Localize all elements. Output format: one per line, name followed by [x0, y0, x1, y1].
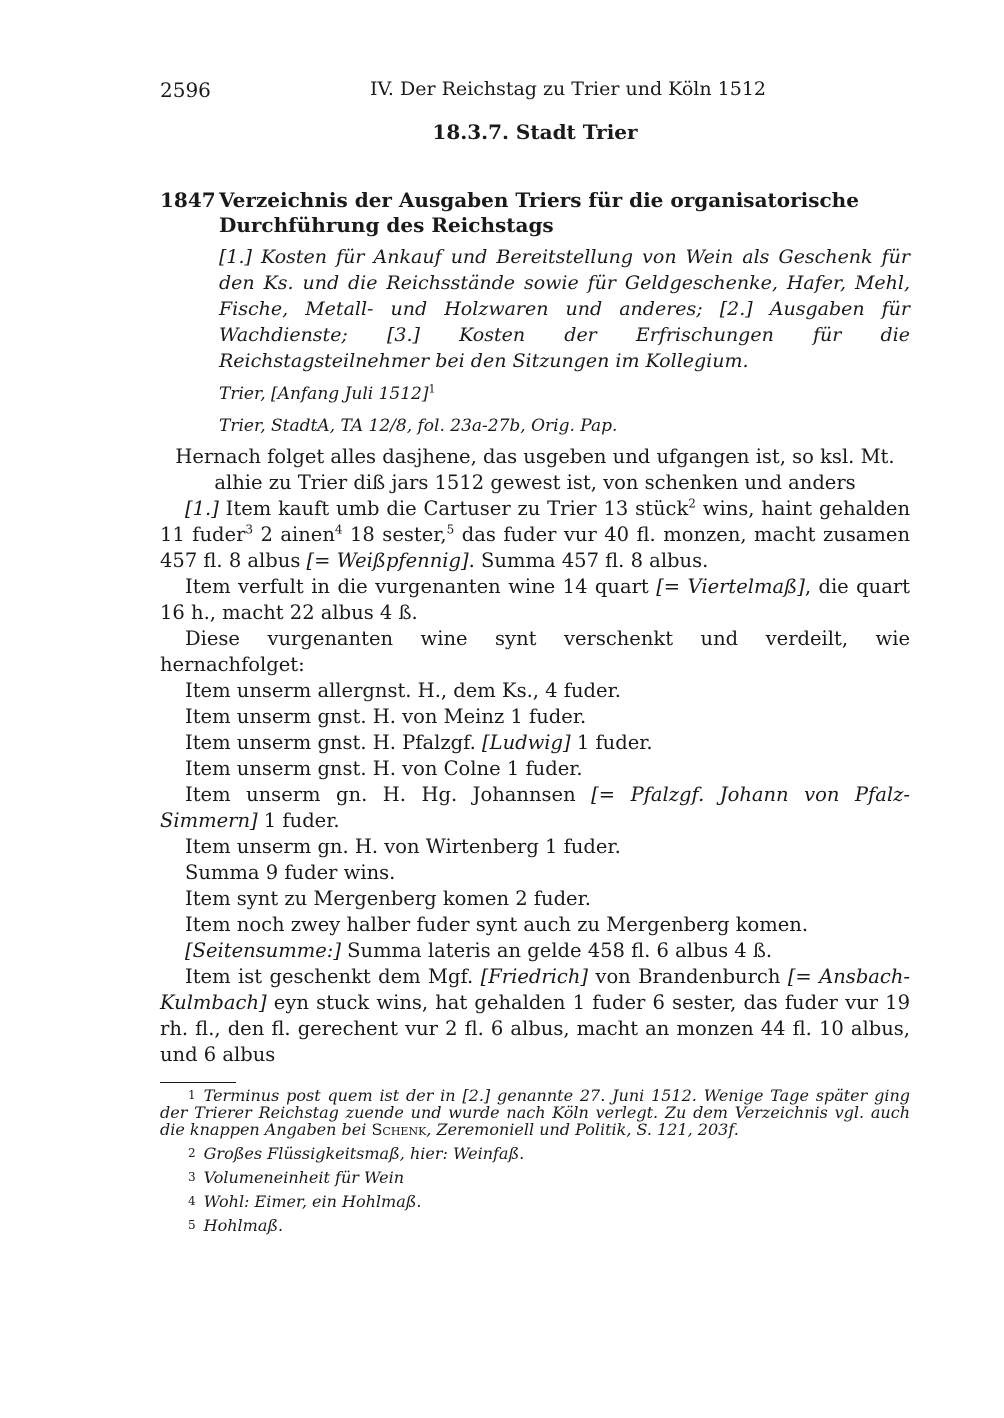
- paragraph-11: Item synt zu Mergenberg komen 2 fuder.: [185, 887, 591, 910]
- footnote-number: 1: [188, 1088, 196, 1102]
- footnote-text: Terminus post quem ist der in [2.] genannte 27. Juni 1512. Wenige Tage später ging der Trierer Reichstag zuende und wurde nach Köln verlegt. Zu dem Verzeichnis vgl. auch die knappen Angaben bei: [160, 1086, 910, 1139]
- footnote-2: [160, 1145, 910, 1162]
- page-number: 2596: [160, 78, 211, 102]
- footnote-text: , Zeremoniell und Politik, S. 121, 203f.: [426, 1120, 739, 1139]
- paragraph-4: Item unserm allergnst. H., dem Ks., 4 fuder.: [185, 679, 621, 702]
- editorial-note: [Ludwig]: [482, 731, 571, 754]
- footnote-rule: [160, 1082, 236, 1083]
- page: [160, 78, 910, 1068]
- paragraph-14: [160, 964, 910, 1068]
- footnote-3: [160, 1169, 910, 1186]
- paragraph-2: [160, 574, 910, 626]
- paragraph-12: Item noch zwey halber fuder synt auch zu Mergenberg komen.: [185, 913, 809, 936]
- item-label: [1.]: [185, 497, 219, 520]
- footnote-ref-5[interactable]: 5: [446, 522, 455, 537]
- document-title: Verzeichnis der Ausgaben Triers für die organisatorische Durchführung des Reichstags: [219, 188, 859, 237]
- running-title: IV. Der Reichstag zu Trier und Köln 1512: [370, 78, 766, 100]
- text-run: Item unserm gnst. H. Pfalzgf.: [185, 731, 483, 754]
- footnote-ref-3[interactable]: 3: [245, 522, 254, 537]
- section-heading: 18.3.7. Stadt Trier: [432, 120, 638, 144]
- document-source: Trier, StadtA, TA 12/8, fol. 23a-27b, Orig. Pap.: [219, 416, 618, 436]
- editorial-note: [= Pfalzgf. Johann von Pfalz-Simmern]: [160, 783, 910, 832]
- footnotes: [160, 1082, 910, 1241]
- paragraph-1: [160, 496, 910, 574]
- document-date: [219, 382, 910, 406]
- paragraph-6: [160, 730, 910, 756]
- paragraph-5: Item unserm gnst. H. von Meinz 1 fuder.: [185, 705, 587, 728]
- body-text: [160, 444, 910, 1068]
- footnote-number: 5: [188, 1218, 196, 1232]
- text-run: Item unserm gn. H. Hg. Johannsen: [185, 783, 592, 806]
- editorial-note: [= Ansbach-Kulmbach]: [160, 965, 910, 1014]
- footnote-ref-1[interactable]: 1: [428, 382, 436, 396]
- text-run: das fuder vur 40 fl. monzen, macht zusamen 457 fl. 8 albus: [160, 523, 910, 572]
- footnote-number: 2: [188, 1146, 196, 1160]
- editorial-note: [= Weißpfennig]: [306, 549, 469, 572]
- footnote-text: Hohlmaß.: [203, 1216, 284, 1235]
- document-regest: [1.] Kosten für Ankauf und Bereitstellung von Wein als Geschenk für den Ks. und die Reichsstände sowie für Geldgeschenke, Hafer, Mehl, Fische, Metall- und Holzwaren und anderes; [2.] Ausgaben für Wachdienste; [3.] Kosten der Erfrischungen für die Reichstagsteilnehmer bei den Sitzungen im Kollegium.: [219, 246, 910, 372]
- text-run: . Summa 457 fl. 8 albus.: [468, 549, 709, 572]
- text-run: Summa lateris an gelde 458 fl. 6 albus 4 ß.: [340, 939, 773, 962]
- footnote-text: Wohl: Eimer, ein Hohlmaß.: [203, 1192, 422, 1211]
- document-date-text: Trier, [Anfang Juli 1512]: [219, 384, 429, 404]
- paragraph-13: [160, 938, 910, 964]
- footnote-ref-2[interactable]: 2: [688, 496, 696, 511]
- text-run: Item ist geschenkt dem Mgf.: [185, 965, 481, 988]
- footnote-number: 3: [188, 1170, 196, 1184]
- footnote-1: [160, 1087, 910, 1138]
- text-run: wins, haint gehalden 11 fuder: [160, 497, 910, 546]
- editorial-note: [Friedrich]: [480, 965, 589, 988]
- text-run: , die quart 16 h., macht 22 albus 4 ß.: [160, 575, 910, 624]
- text-run: 18 sester,: [342, 523, 447, 546]
- text-run: 1 fuder.: [257, 809, 340, 832]
- footnote-5: [160, 1217, 910, 1234]
- editorial-note: [= Viertelmaß]: [656, 575, 805, 598]
- footnote-ref-4[interactable]: 4: [334, 522, 343, 537]
- paragraph-9: Item unserm gn. H. von Wirtenberg 1 fuder.: [185, 835, 621, 858]
- text-run: eyn stuck wins, hat gehalden 1 fuder 6 sester, das fuder vur 19 rh. fl., den fl. gerechent vur 2 fl. 6 albus, macht an monzen 44 fl. 10 albus, und 6 albus: [160, 991, 910, 1066]
- text-run: Item kauft umb die Cartuser zu Trier 13 stück: [218, 497, 689, 520]
- footnote-text: Großes Flüssigkeitsmaß, hier: Weinfaß.: [203, 1144, 525, 1163]
- text-run: 2 ainen: [253, 523, 335, 546]
- document-head: [160, 188, 910, 438]
- footnote-text: Volumeneinheit für Wein: [203, 1168, 405, 1187]
- author-name: Schenk: [371, 1120, 427, 1139]
- document-number: 1847: [160, 188, 216, 212]
- body-heading: Hernach folget alles dasjhene, das usgeben und ufgangen ist, so ksl. Mt. alhie zu Trier diß jars 1512 gewest ist, von schenken und anders: [175, 445, 895, 494]
- running-head: [160, 78, 910, 108]
- paragraph-7: Item unserm gnst. H. von Colne 1 fuder.: [185, 757, 583, 780]
- text-run: von Brandenburch: [588, 965, 788, 988]
- text-run: 1 fuder.: [570, 731, 653, 754]
- paragraph-10: Summa 9 fuder wins.: [185, 861, 396, 884]
- footnote-4: [160, 1193, 910, 1210]
- paragraph-8: [160, 782, 910, 834]
- footnote-number: 4: [188, 1194, 196, 1208]
- editorial-note: [Seitensumme:]: [185, 939, 341, 962]
- paragraph-3: Diese vurgenanten wine synt verschenkt und verdeilt, wie hernachfolget:: [160, 627, 910, 676]
- text-run: Item verfult in die vurgenanten wine 14 quart: [185, 575, 657, 598]
